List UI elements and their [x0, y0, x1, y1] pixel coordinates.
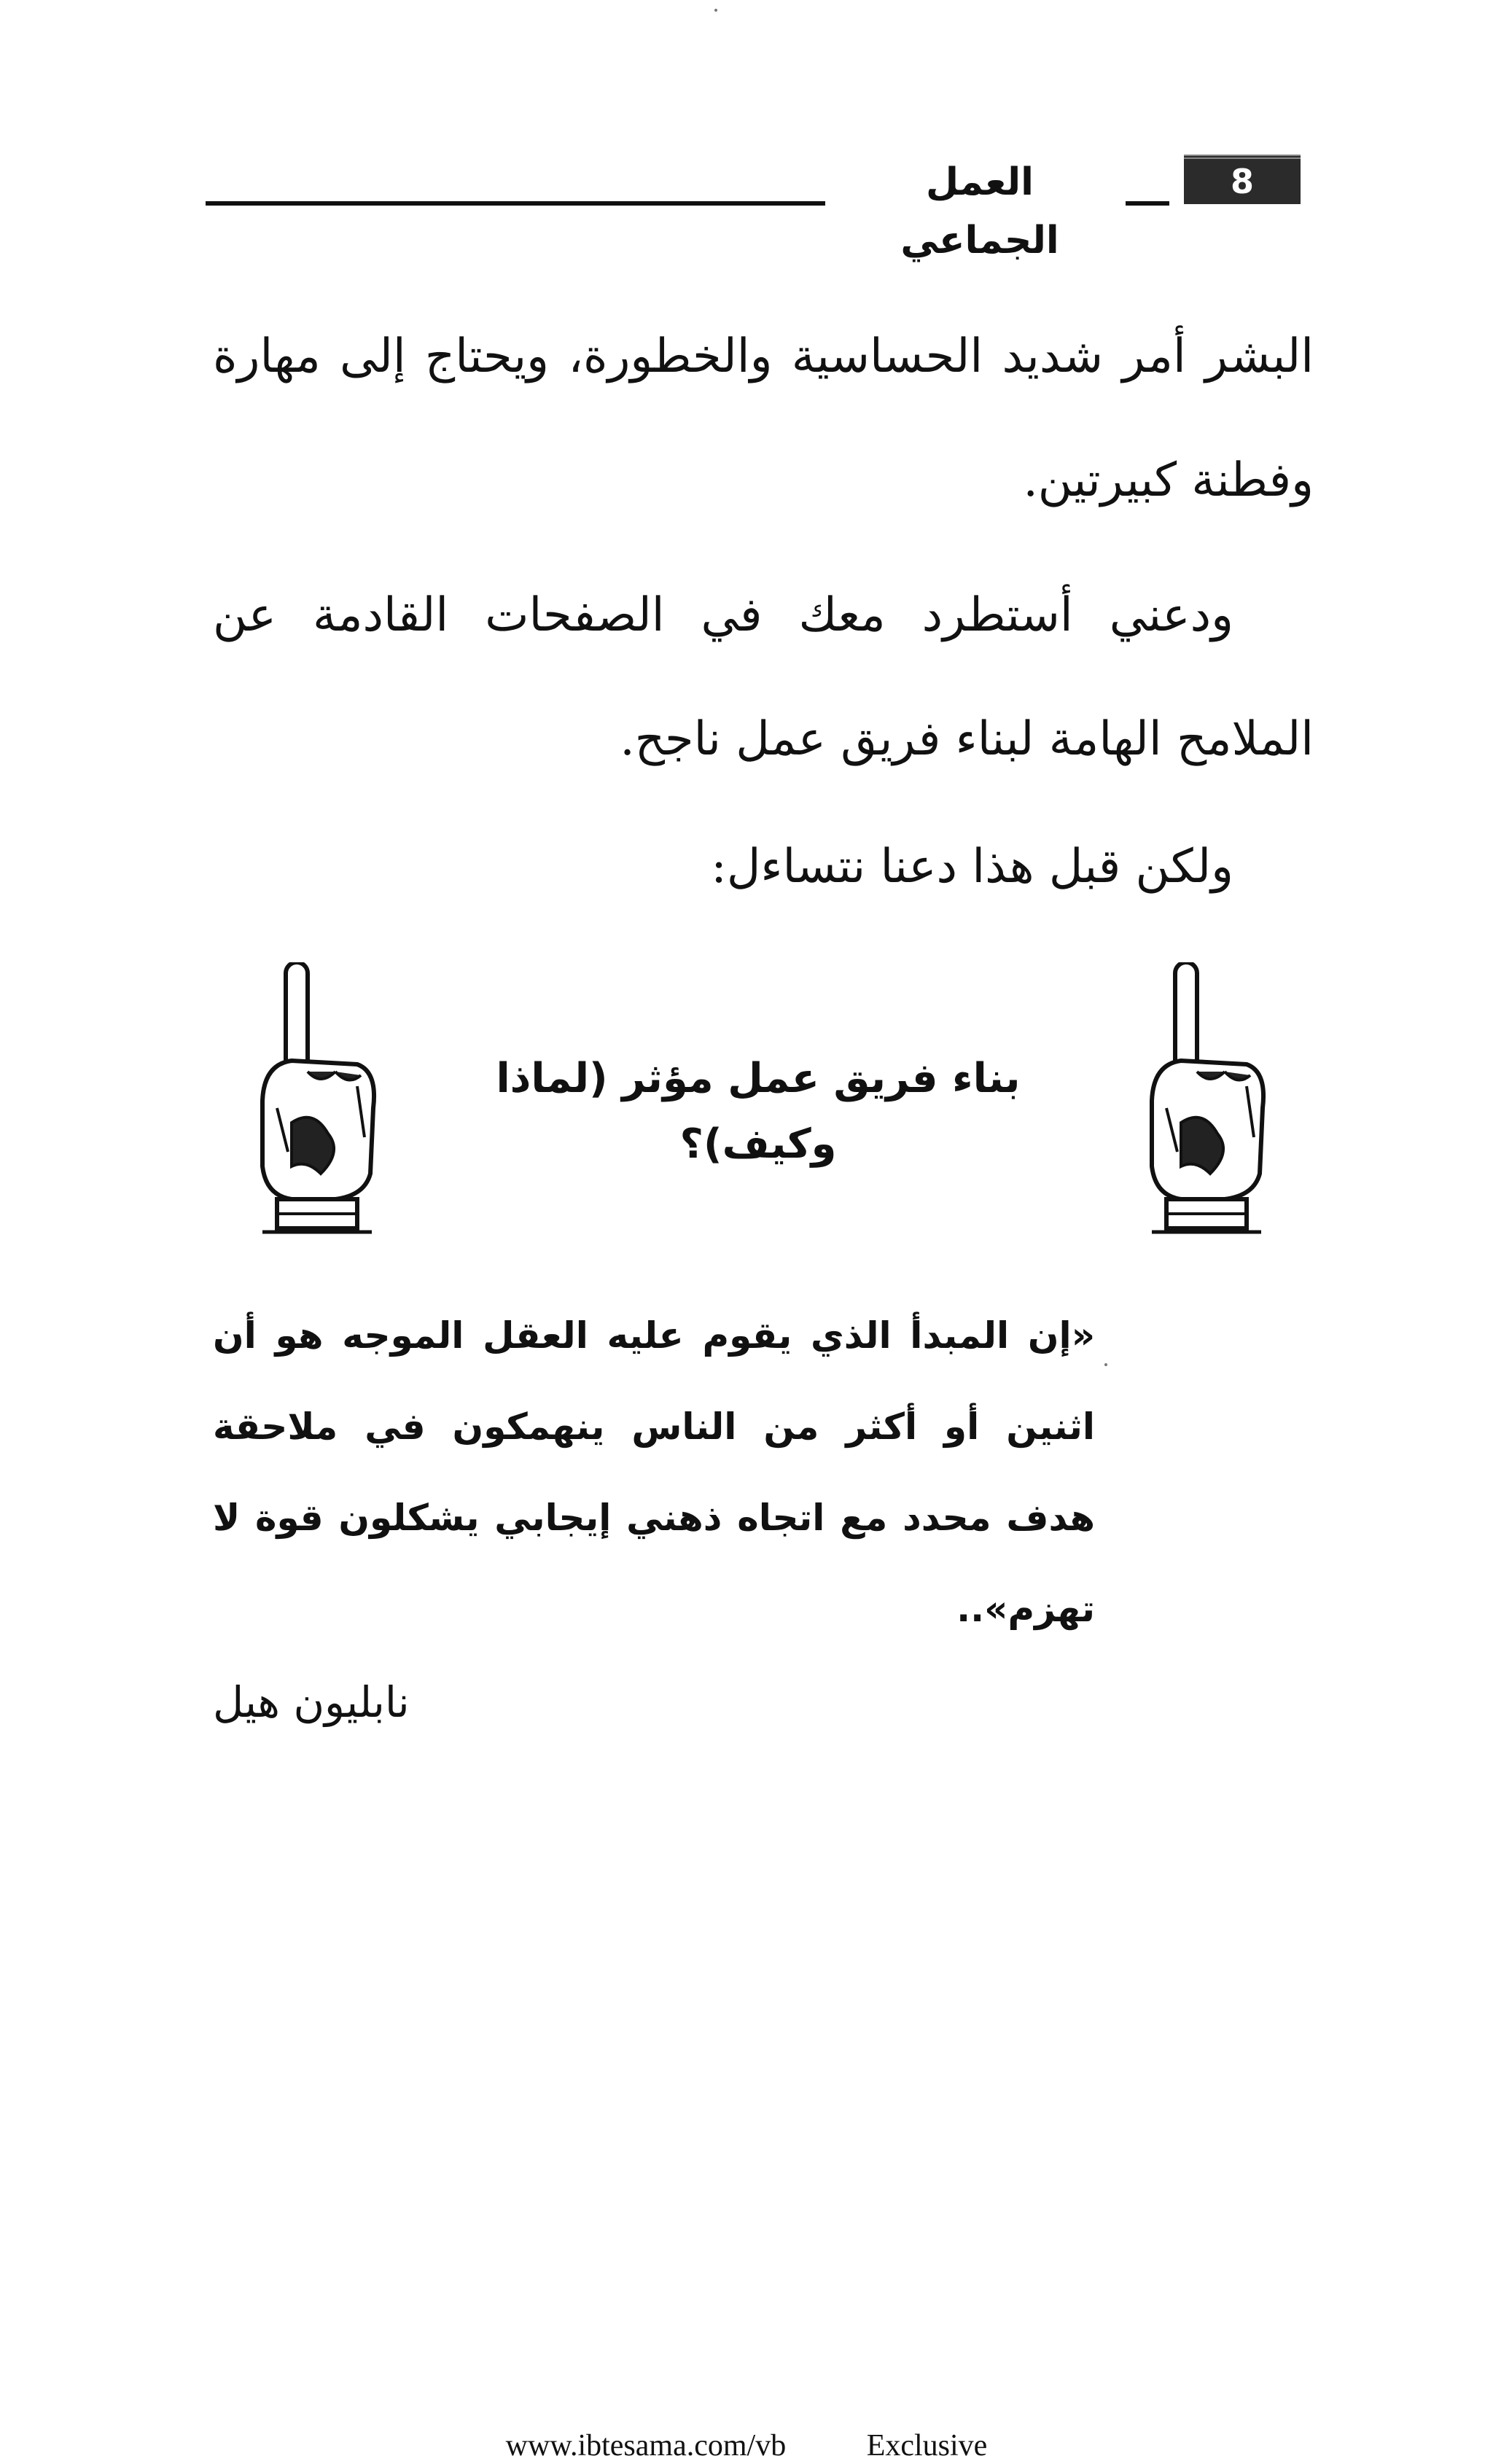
running-header [206, 153, 1314, 262]
quote-text: «إن المبدأ الذي يقوم عليه العقل الموجه هو أن اثنين أو أكثر من الناس ينهمكون في ملاحقة هدف محدد مع اتجاه ذهني إيجابي يشكلون قوة لا تهزم».. [213, 1314, 1095, 1630]
pointing-hand-icon [1137, 962, 1268, 1239]
pointing-hand-icon [248, 962, 379, 1239]
header-rule [206, 201, 825, 206]
header-title: العمل الجماعي [900, 160, 1059, 262]
section-heading: بناء فريق عمل مؤثر (لماذا وكيف)؟ [496, 1055, 1021, 1168]
header-rule-short [1126, 201, 1169, 206]
footer-site: www.ibtesama.com/vb [505, 2429, 787, 2463]
quote-author: نابليون هيل [213, 1677, 410, 1727]
body-paragraph-3: ولكن قبل هذا دعنا نتساءل: [711, 840, 1233, 894]
scan-speck [1104, 1363, 1107, 1366]
section-heading-row [248, 962, 1268, 1239]
footer-tag: Exclusive [866, 2429, 988, 2463]
body-paragraph-2: ودعني أستطرد معك في الصفحات القادمة عن الملامح الهامة لبناء فريق عمل ناجح. [213, 588, 1314, 766]
body-paragraph-1: البشر أمر شديد الحساسية والخطورة، ويحتاج إلى مهارة وفطنة كبيرتين. [213, 330, 1314, 507]
scan-speck [714, 9, 717, 12]
page-number-badge: 8 [1184, 155, 1301, 204]
